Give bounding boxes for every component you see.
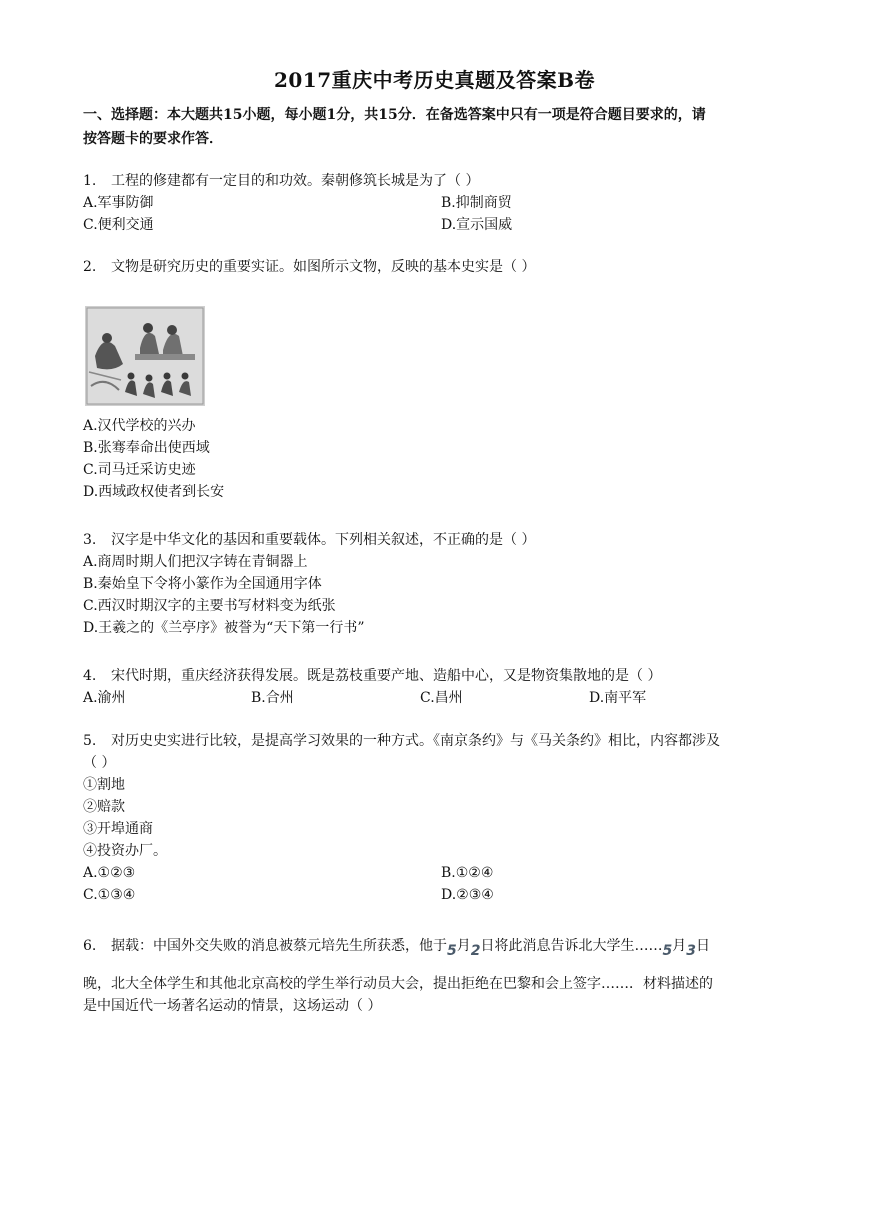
question-stem: 宋代时期，重庆经济获得发展。既是荔枝重要产地、造船中心，又是物资集散地的是（ ） bbox=[111, 668, 662, 684]
question-stem-part-c: 日 bbox=[696, 938, 710, 954]
question-2-options bbox=[83, 415, 783, 503]
date-month-number: 5 bbox=[447, 943, 457, 959]
options-grid bbox=[83, 862, 783, 906]
instructions-line-1: 一、选择题：本大题共15小题，每小题1分，共15分．在备选答案中只有一项是符合题目要求的，请 bbox=[83, 107, 706, 123]
option-c[interactable]: C.西汉时期汉字的主要书写材料变为纸张 bbox=[83, 598, 336, 614]
question-5 bbox=[83, 730, 783, 906]
option-b[interactable]: B.张骞奉命出使西域 bbox=[83, 440, 210, 456]
question-stem-line-3: 是中国近代一场著名运动的情景，这场运动（ ） bbox=[83, 998, 382, 1014]
question-number: 4. bbox=[83, 668, 97, 684]
option-d[interactable]: D.西域政权使者到长安 bbox=[83, 484, 225, 500]
option-b[interactable]: B.抑制商贸 bbox=[441, 195, 512, 211]
options-grid bbox=[83, 192, 783, 236]
question-stem-part-b: 日将此消息告诉北大学生…… bbox=[480, 938, 663, 954]
option-a[interactable]: A.渝州 bbox=[83, 690, 126, 706]
date-month-number: 5 bbox=[662, 943, 673, 959]
option-b[interactable]: B.合州 bbox=[251, 690, 294, 706]
question-number: 1. bbox=[83, 173, 97, 189]
date-month-char: 月 bbox=[672, 938, 687, 954]
statement-item: ③开埠通商 bbox=[83, 821, 153, 837]
question-1 bbox=[83, 170, 783, 236]
question-stem-line-1: 对历史史实进行比较，是提高学习效果的一种方式。《南京条约》与《马关条约》相比，内容都涉及 bbox=[111, 733, 720, 749]
option-c[interactable]: C.便利交通 bbox=[83, 217, 154, 233]
question-stem-line-2: 晚，北大全体学生和其他北京高校的学生举行动员大会，提出拒绝在巴黎和会上签字……．材料描述的 bbox=[83, 976, 713, 992]
artifact-illustration-icon bbox=[85, 306, 205, 406]
option-a[interactable]: A.汉代学校的兴办 bbox=[83, 418, 196, 434]
han-dynasty-relief-artifact-image bbox=[85, 306, 205, 406]
option-a[interactable]: A.军事防御 bbox=[83, 195, 154, 211]
instructions-line-2: 按答题卡的要求作答． bbox=[83, 131, 223, 147]
question-3 bbox=[83, 529, 783, 639]
option-a[interactable]: A.商周时期人们把汉字铸在青铜器上 bbox=[83, 554, 308, 570]
option-c[interactable]: C.①③④ bbox=[83, 887, 136, 903]
option-d[interactable]: D.宣示国威 bbox=[441, 217, 513, 233]
question-4 bbox=[83, 665, 783, 709]
question-number: 3. bbox=[83, 532, 97, 548]
statement-item: ④投资办厂。 bbox=[83, 843, 167, 859]
page-title: 2017重庆中考历史真题及答案B卷 bbox=[273, 68, 596, 92]
option-b[interactable]: B.①②④ bbox=[441, 865, 494, 881]
statement-item: ①割地 bbox=[83, 777, 125, 793]
question-number: 5. bbox=[83, 733, 97, 749]
options-row bbox=[83, 687, 783, 709]
option-a[interactable]: A.①②③ bbox=[83, 865, 136, 881]
option-d[interactable]: D.王羲之的《兰亭序》被誉为“天下第一行书” bbox=[83, 620, 365, 636]
date-day-number: 2 bbox=[470, 943, 481, 959]
section-instructions bbox=[83, 103, 783, 151]
option-d[interactable]: D.南平军 bbox=[589, 690, 647, 706]
option-b[interactable]: B.秦始皇下令将小篆作为全国通用字体 bbox=[83, 576, 322, 592]
option-c[interactable]: C.司马迁采访史迹 bbox=[83, 462, 196, 478]
question-stem: 文物是研究历史的重要实证。如图所示文物，反映的基本史实是（ ） bbox=[111, 259, 536, 275]
question-number: 6. bbox=[83, 938, 97, 954]
question-stem-part-a: 据载：中国外交失败的消息被蔡元培先生所获悉，他于 bbox=[111, 938, 447, 954]
date-day-number: 3 bbox=[686, 943, 696, 959]
question-number: 2. bbox=[83, 259, 97, 275]
question-6 bbox=[83, 935, 783, 1017]
question-2 bbox=[83, 256, 783, 278]
statement-item: ②赔款 bbox=[83, 799, 125, 815]
option-c[interactable]: C.昌州 bbox=[420, 690, 463, 706]
question-stem: 工程的修建都有一定目的和功效。秦朝修筑长城是为了（ ） bbox=[111, 173, 480, 189]
question-stem: 汉字是中华文化的基因和重要载体。下列相关叙述，不正确的是（ ） bbox=[111, 532, 536, 548]
question-stem-line-2: （ ） bbox=[83, 755, 116, 771]
option-d[interactable]: D.②③④ bbox=[441, 887, 494, 903]
date-month-char: 月 bbox=[456, 938, 471, 954]
